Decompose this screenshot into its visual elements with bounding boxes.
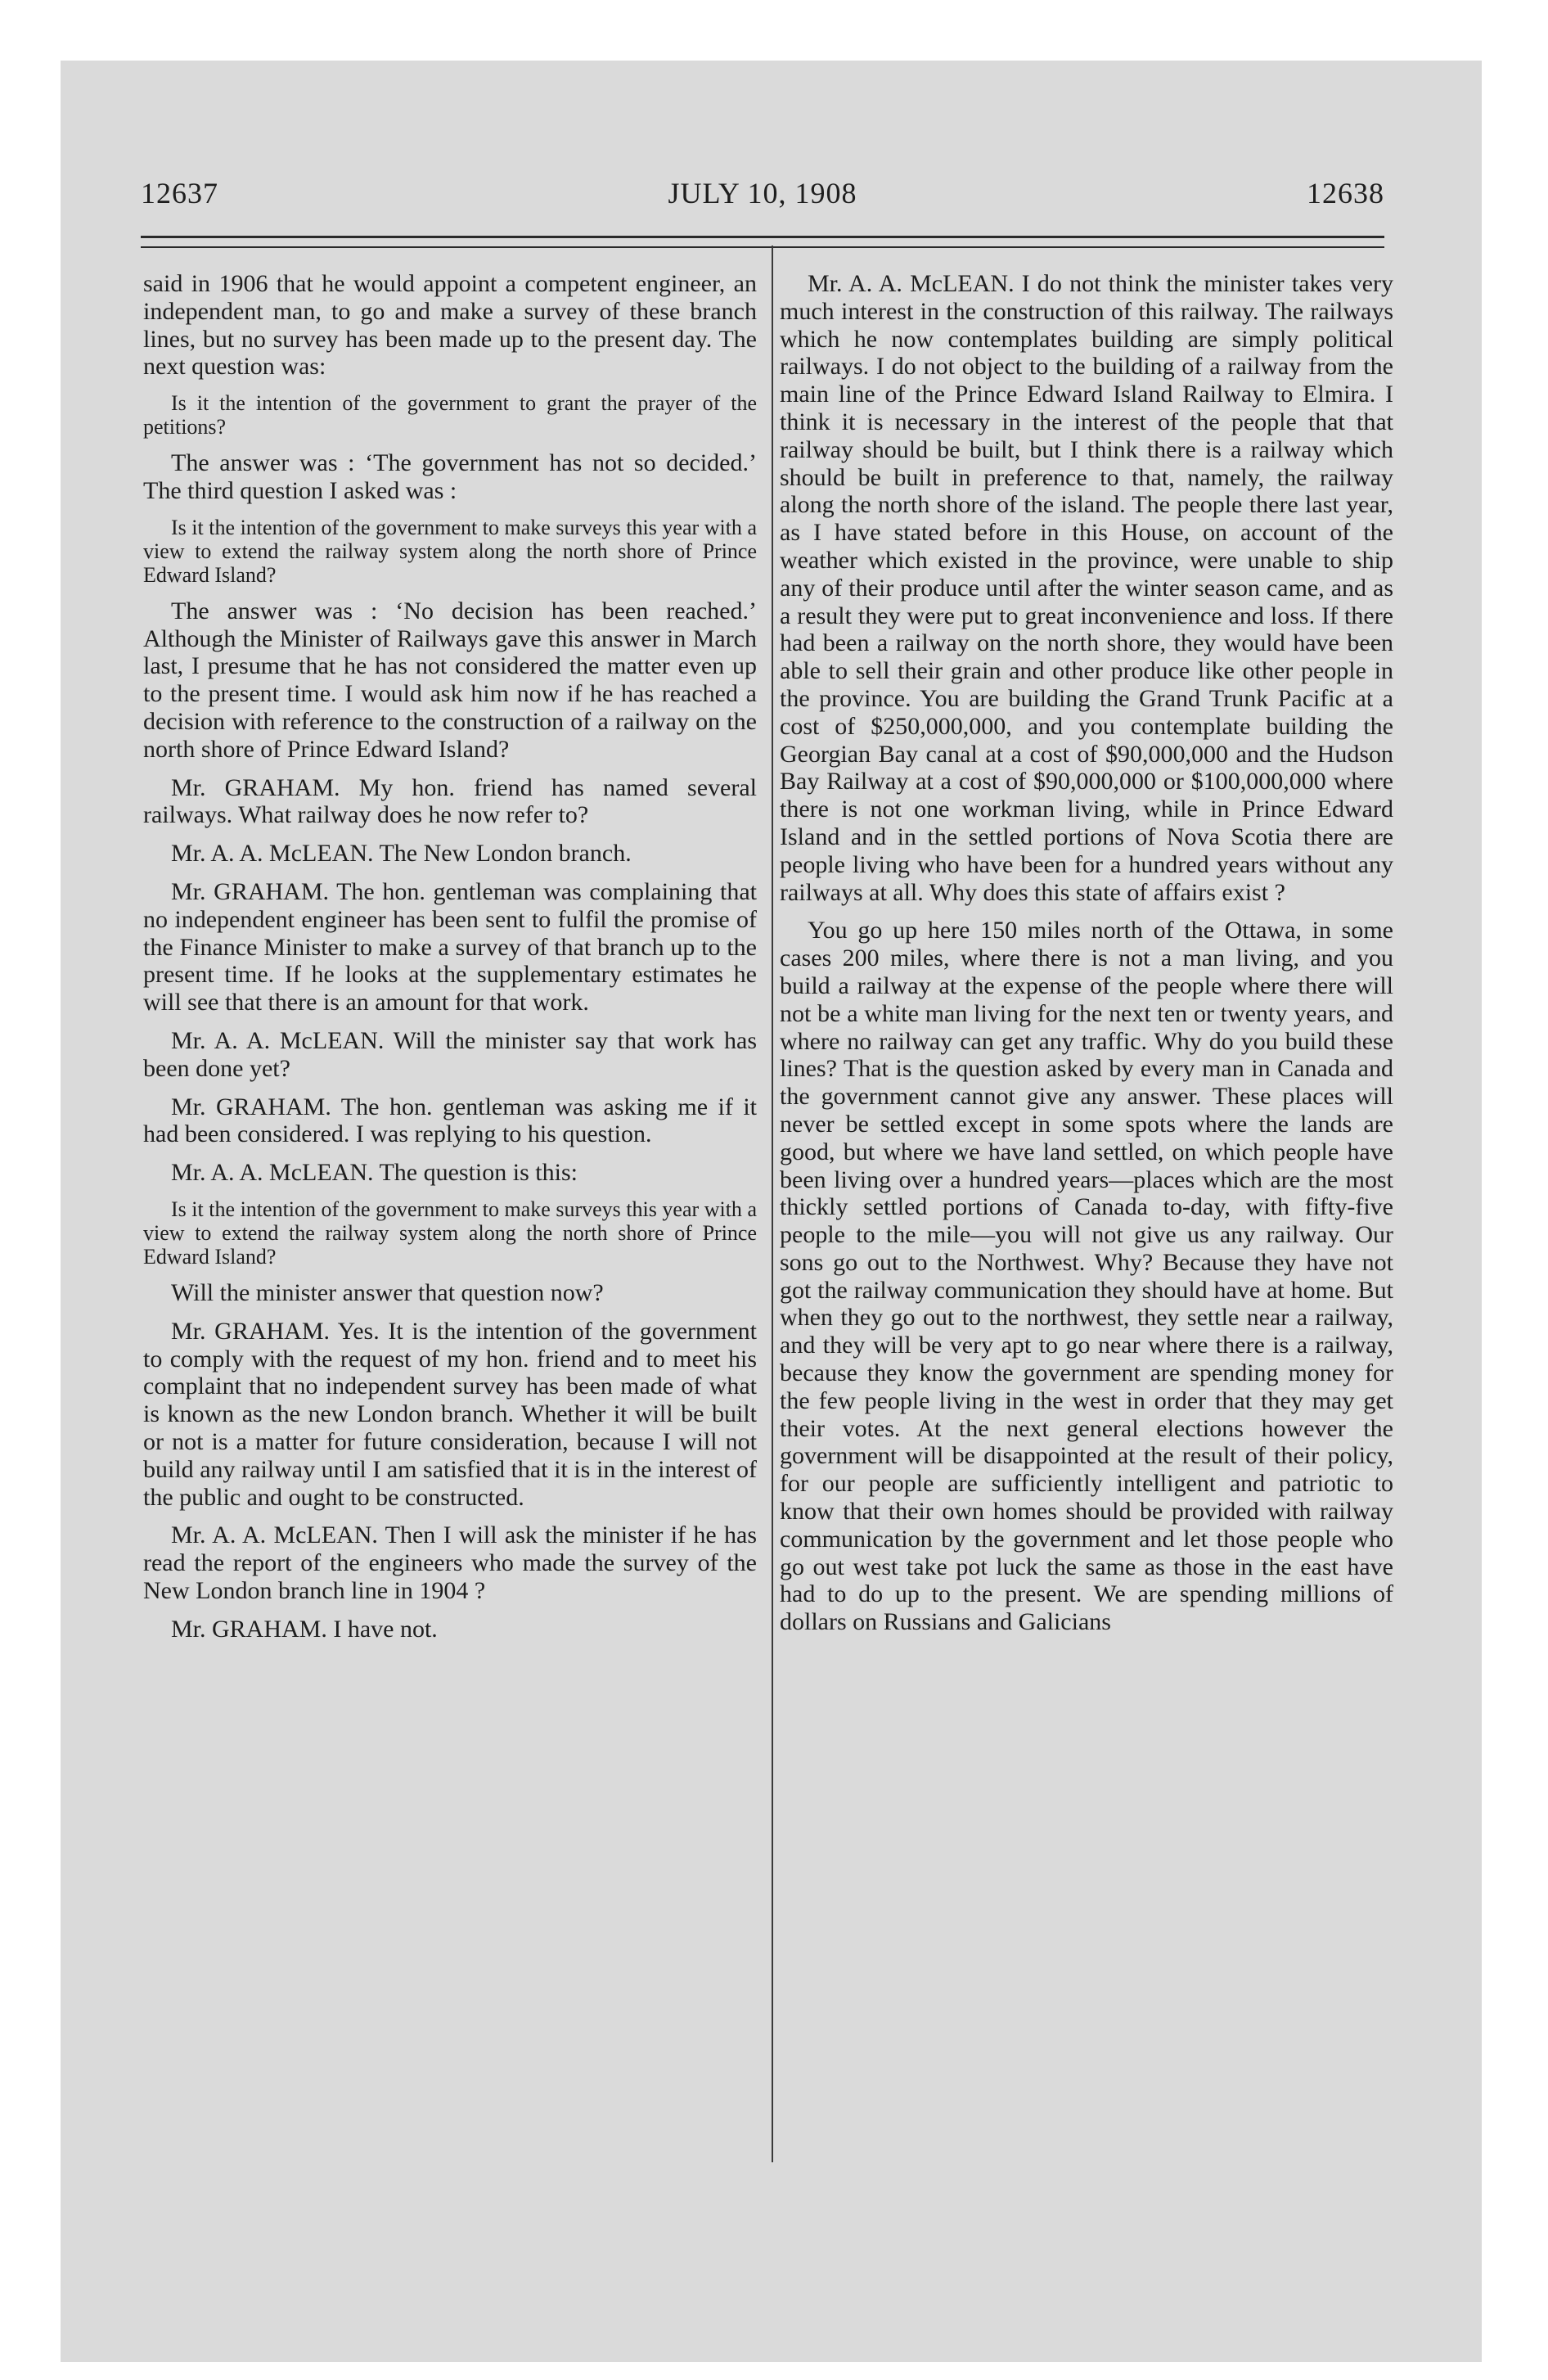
- header-rule: [141, 236, 1384, 248]
- paragraph: You go up here 150 miles north of the Ottawa, in some cases 200 miles, where there is not a man living, and you build a railway at the expense of the people where there will not be a white man living for the next ten or twenty years, and where no railway can get any traffic. Why do you build these lines? That is the question asked by every man in Canada and the government cannot give any answer. These places will never be settled except in some spots where the lands are good, but where we have land settled, on which people have been living over a hundred years—places which are the most thickly settled portions of Canada to-day, with fifty-five people to the mile—you will not give us any railway. Our sons go out to the Northwest. Why? Because they have not got the railway communication they should have at home. But when they go out to the northwest, they settle near a railway, and they will be very apt to go near where there is a railway, because they know the government are spending money for the few people living in the west in order that they may get their votes. At the next general elections however the government will be disappointed at the result of their policy, for our people are sufficiently intelligent and patriotic to know that their own homes should be provided with railway communication by the government and let those people who go out west take pot luck the same as those in the east have had to do up to the present. We are spending millions of dollars on Russians and Galicians: [780, 917, 1393, 1636]
- right-column: [780, 270, 1393, 1647]
- page-header: [141, 176, 1384, 212]
- quoted-question: Is it the intention of the government to make surveys this year with a view to extend the railway system along the north shore of Prince Edward Island?: [143, 515, 757, 587]
- quoted-question: Is it the intention of the government to grant the prayer of the petitions?: [143, 391, 757, 439]
- left-column: [143, 270, 757, 1653]
- paragraph: Mr. GRAHAM. My hon. friend has named several railways. What railway does he now refer to?: [143, 773, 757, 829]
- paragraph: said in 1906 that he would appoint a competent engineer, an independent man, to go and make a survey of these branch lines, but no survey has been made up to the present day. The next question was:: [143, 270, 757, 381]
- paragraph: Mr. GRAHAM. The hon. gentleman was asking me if it had been considered. I was replying to his question.: [143, 1093, 757, 1148]
- right-page-number: 12638: [1307, 177, 1384, 210]
- paragraph: Mr. A. A. McLEAN. Will the minister say that work has been done yet?: [143, 1026, 757, 1082]
- paragraph: Mr. A. A. McLEAN. The New London branch.: [171, 840, 632, 868]
- quoted-question: Is it the intention of the government to make surveys this year with a view to extend the railway system along the north shore of Prince Edward Island?: [143, 1197, 757, 1269]
- paragraph: Mr. A. A. McLEAN. I do not think the minister takes very much interest in the construction of this railway. The railways which he now contemplates building are simply political railways. I do not object to the building of a railway from the main line of the Prince Edward Island Railway to Elmira. I think it is necessary in the interest of the people that that railway should be built, but I think there is a railway which should be built in preference to that, namely, the railway along the north shore of the island. The people there last year, as I have stated before in this House, on account of the weather which existed in the province, were unable to ship any of their produce until after the winter season came, and as a result they were put to great inconvenience and loss. If there had been a railway on the north shore, they would have been able to sell their grain and other produce like other people in the province. You are building the Grand Trunk Pacific at a cost of $250,000,000, and you contemplate building the Georgian Bay canal at a cost of $90,000,000 and the Hudson Bay Railway at a cost of $90,000,000 or $100,000,000 where there is not one workman living, while in Prince Edward Island and in the settled portions of Nova Scotia there are people living who have been for a hundred years without any railways at all. Why does this state of affairs exist ?: [780, 270, 1393, 906]
- paragraph: Mr. GRAHAM. The hon. gentleman was complaining that no independent engineer has been sent to fulfil the promise of the Finance Minister to make a survey of that branch up to the present time. If he looks at the supplementary estimates he will see that there is an amount for that work.: [143, 877, 757, 1016]
- paragraph: Mr. A. A. McLEAN. The question is this:: [171, 1159, 578, 1187]
- paragraph: Mr. A. A. McLEAN. Then I will ask the minister if he has read the report of the engineers who made the survey of the New London branch line in 1904 ?: [143, 1521, 757, 1604]
- page-date: JULY 10, 1908: [668, 177, 857, 210]
- paragraph: Mr. GRAHAM. I have not.: [171, 1615, 438, 1643]
- paragraph: Will the minister answer that question now?: [171, 1278, 604, 1306]
- paragraph: The answer was : ‘No decision has been reached.’ Although the Minister of Railways gave this answer in March last, I presume that he has not considered the matter even up to the present time. I would ask him now if he has reached a decision with reference to the construction of a railway on the north shore of Prince Edward Island?: [143, 597, 757, 763]
- left-page-number: 12637: [141, 177, 218, 210]
- column-divider: [772, 246, 773, 2162]
- paragraph: Mr. GRAHAM. Yes. It is the intention of the government to comply with the request of my hon. friend and to meet his complaint that no independent survey has been made of what is known as the new London branch. Whether it will be built or not is a matter for future consideration, because I will not build any railway until I am satisfied that it is in the interest of the public and ought to be constructed.: [143, 1317, 757, 1511]
- paragraph: The answer was : ‘The government has not so decided.’ The third question I asked was :: [143, 449, 757, 504]
